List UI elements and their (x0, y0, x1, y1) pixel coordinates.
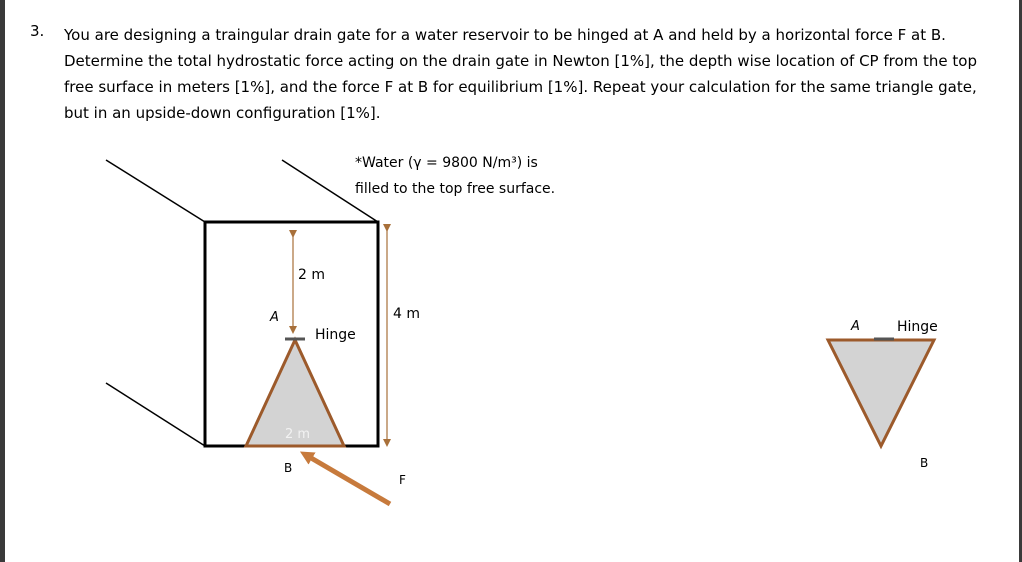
perspective-line-bottom-left (106, 383, 205, 446)
force-f-label: F (399, 473, 406, 487)
question-number: 3. (30, 22, 45, 40)
depth-dimension-label: 2 m (298, 267, 325, 283)
force-f-arrow (306, 455, 390, 504)
perspective-line-top-left (106, 160, 205, 222)
water-note-line2: filled to the top free surface. (355, 181, 556, 197)
question-text: You are designing a traingular drain gate for a water reservoir to be hinged at A and held by a horizontal force F at B. Determine the total hydrostatic force acting on the drain gate in Newton [1%], the depth wise location of CP from the top free surface in meters [1%], and the force F at B for equilibrium [1%]. Repeat your calculation for the same triangle gate, but in an upside-down configuration [1%]. (64, 26, 978, 122)
hinge-label: Hinge (315, 327, 356, 343)
base-dimension-label: 2 m (285, 427, 311, 442)
inverted-triangular-gate (828, 340, 934, 446)
point-b-label: B (284, 461, 293, 475)
inset-point-b-label: B (920, 456, 929, 470)
water-note-line1: *Water (γ = 9800 N/m³) is (355, 155, 538, 171)
inset-point-a-label: A (851, 319, 860, 334)
point-a-label: A (270, 310, 279, 325)
height-dimension-label: 4 m (393, 306, 420, 322)
inset-hinge-label: Hinge (897, 319, 938, 335)
